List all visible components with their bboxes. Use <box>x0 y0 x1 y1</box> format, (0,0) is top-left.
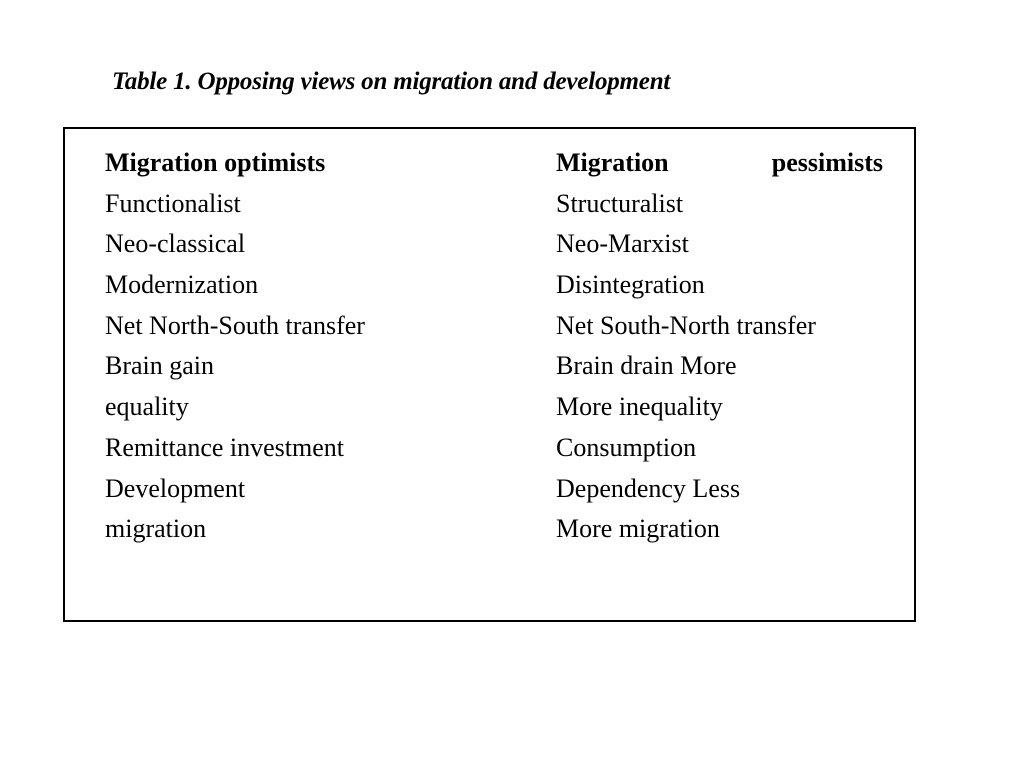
pessimists-item: Brain drain More <box>556 351 737 381</box>
optimists-item: Modernization <box>105 270 259 300</box>
optimists-item: Net North-South transfer <box>105 310 365 340</box>
pessimists-item: More migration <box>556 514 720 544</box>
table-caption: Table 1. Opposing views on migration and development <box>112 68 671 95</box>
optimists-item: Development <box>105 473 246 503</box>
optimists-header: Migration optimists <box>105 148 326 177</box>
optimists-item: Functionalist <box>105 188 241 218</box>
optimists-item: migration <box>105 514 207 544</box>
pessimists-item: Neo-Marxist <box>556 229 689 259</box>
pessimists-header <box>556 143 883 184</box>
pessimists-item: Dependency Less <box>556 473 741 503</box>
optimists-column <box>105 143 525 550</box>
pessimists-item: More inequality <box>556 392 723 422</box>
pessimists-header-word: pessimists <box>771 148 883 177</box>
comparison-table <box>63 127 916 622</box>
optimists-item: Remittance investment <box>105 432 344 462</box>
optimists-item: Neo-classical <box>105 229 246 259</box>
pessimists-item: Disintegration <box>556 270 705 300</box>
optimists-item: Brain gain <box>105 351 215 381</box>
pessimists-item: Net South-North transfer <box>556 310 816 340</box>
pessimists-item: Consumption <box>556 432 697 462</box>
pessimists-header-word: Migration <box>556 148 669 177</box>
pessimists-item: Structuralist <box>556 188 684 218</box>
optimists-item: equality <box>105 392 189 422</box>
pessimists-column <box>556 143 886 550</box>
